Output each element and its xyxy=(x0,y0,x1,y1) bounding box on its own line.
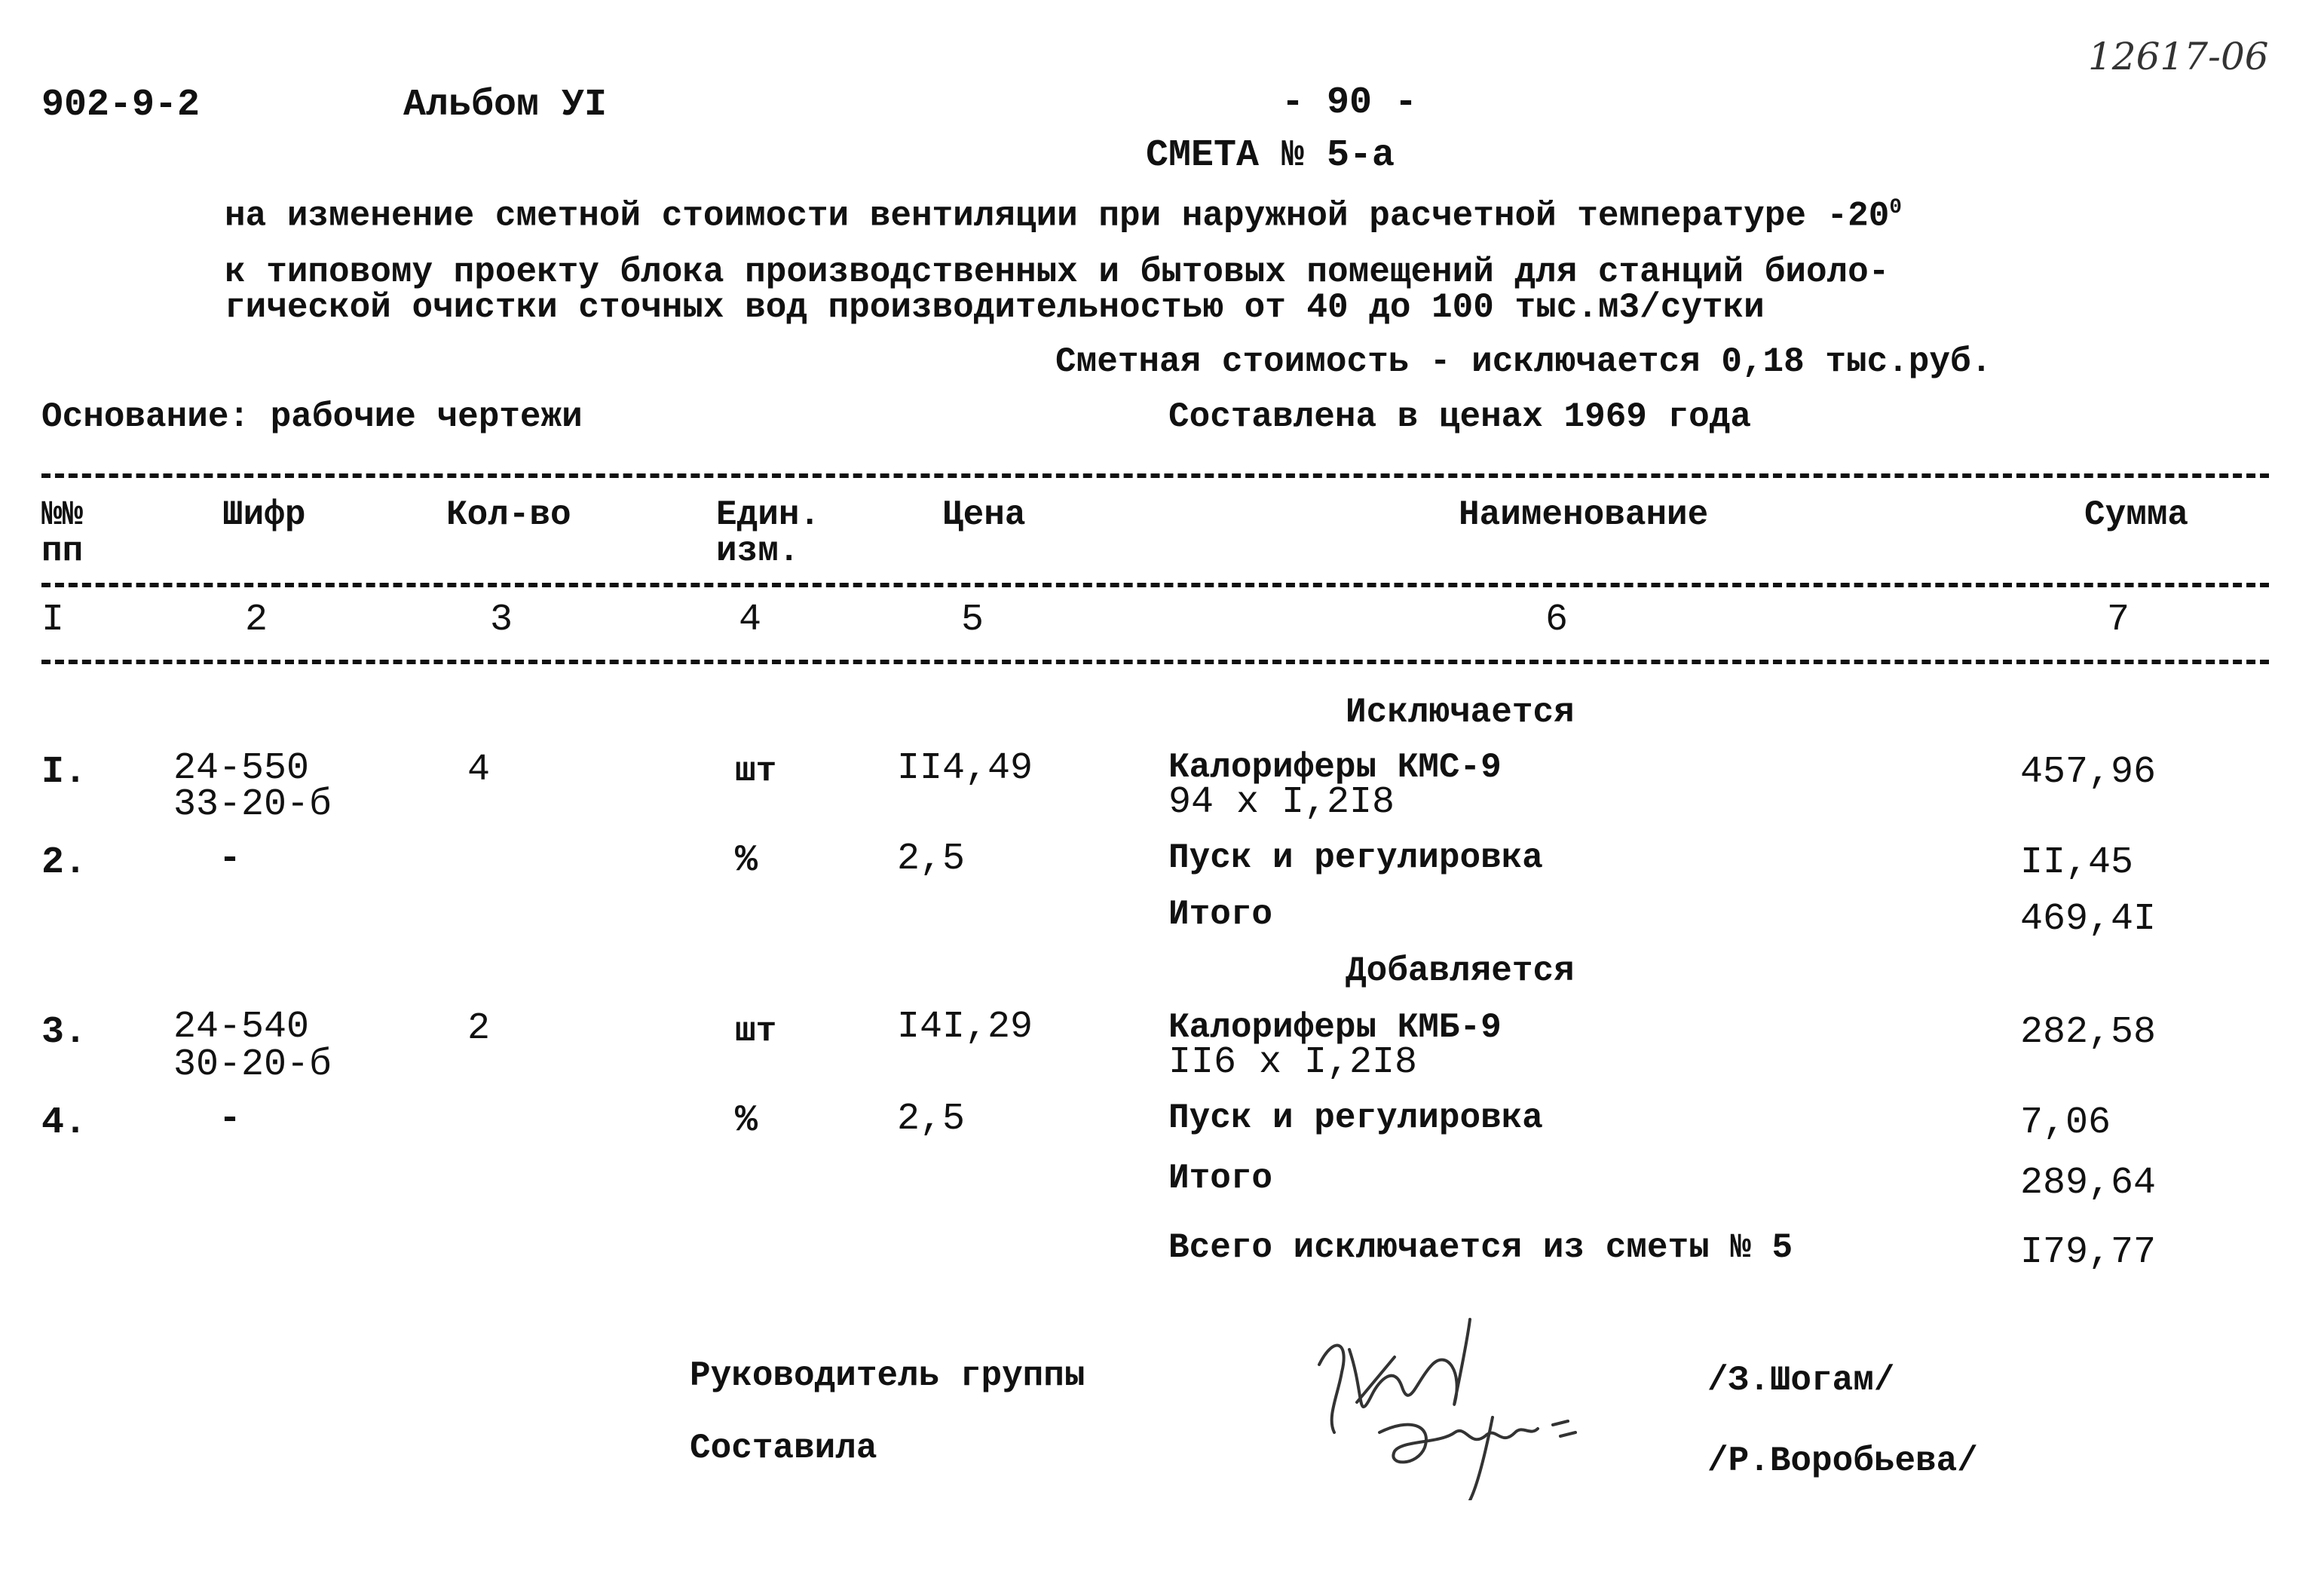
total-label: Всего исключается из сметы № 5 xyxy=(1168,1228,1793,1267)
subtotal-label: Итого xyxy=(1168,895,1273,934)
subtitle-line-2: к типовому проекту блока производственных и бытовых помещений для станций биоло- xyxy=(225,253,1890,292)
total-value: I79,77 xyxy=(2020,1231,2157,1274)
row-name-sub: 94 х I,2I8 xyxy=(1168,781,1395,824)
row-name: Калориферы КМС-9 xyxy=(1168,748,1502,787)
row-number: 2. xyxy=(41,841,87,884)
header-bottom-rule xyxy=(41,583,2269,587)
subtitle-line-1: на изменение сметной стоимости вентиляции при наружной расчетной температуре $-20^0$ xyxy=(225,196,1902,236)
column-number: 2 xyxy=(245,599,268,642)
album-label: Альбом УI xyxy=(403,84,608,127)
row-name: Пуск и регулировка xyxy=(1168,838,1543,878)
header-price: Цена xyxy=(942,495,1026,535)
subtotal-label: Итого xyxy=(1168,1159,1273,1198)
column-number: 6 xyxy=(1545,599,1569,642)
row-code: 24-540 xyxy=(173,1006,310,1049)
row-sum: 7,06 xyxy=(2020,1101,2111,1144)
row-qty: 2 xyxy=(467,1007,491,1050)
subtotal-value: 289,64 xyxy=(2020,1162,2157,1205)
section-added-heading: Добавляется xyxy=(1346,951,1575,991)
column-numbers-rule xyxy=(41,660,2269,664)
header-unit-line1: Един. xyxy=(716,495,821,535)
row-qty: 4 xyxy=(467,749,491,792)
column-number: 3 xyxy=(490,599,513,642)
subtitle-line-3: гической очистки сточных вод производительностью от 40 до 100 тыс.м3/сутки xyxy=(225,288,1765,327)
subtotal-value: 469,4I xyxy=(2020,898,2157,941)
page-number: - 90 - xyxy=(1281,81,1418,124)
column-number: I xyxy=(41,599,65,642)
row-price: 2,5 xyxy=(897,1098,966,1141)
signature-name-1: /З.Шогам/ xyxy=(1707,1361,1895,1400)
row-unit: шт xyxy=(735,752,777,791)
signature-role-group-lead: Руководитель группы xyxy=(690,1356,1085,1395)
header-unit-line2: изм. xyxy=(716,532,800,571)
row-name-sub: II6 х I,2I8 xyxy=(1168,1041,1418,1084)
row-number: 3. xyxy=(41,1011,87,1054)
row-code: - xyxy=(219,838,242,881)
row-sum: 457,96 xyxy=(2020,751,2157,794)
document-code: 902-9-2 xyxy=(41,84,201,127)
header-num-line1: №№ xyxy=(41,495,84,535)
table-top-rule xyxy=(41,473,2269,478)
row-sum: 282,58 xyxy=(2020,1011,2157,1054)
row-price: II4,49 xyxy=(897,747,1033,790)
column-number: 5 xyxy=(961,599,984,642)
header-qty: Кол-во xyxy=(446,495,571,535)
header-name: Наименование xyxy=(1459,495,1709,535)
row-code: - xyxy=(219,1098,242,1141)
page-title: СМЕТА № 5-а xyxy=(1146,134,1395,177)
row-unit: % xyxy=(735,1099,758,1142)
estimated-cost: Сметная стоимость - исключается 0,18 тыс.руб. xyxy=(1055,342,1992,381)
row-name: Калориферы КМБ-9 xyxy=(1168,1008,1502,1047)
row-code-sub: 30-20-б xyxy=(173,1043,332,1086)
row-number: 4. xyxy=(41,1101,87,1144)
row-unit: % xyxy=(735,839,758,882)
price-basis-note: Составлена в ценах 1969 года xyxy=(1168,397,1751,437)
header-sum: Сумма xyxy=(2084,495,2189,535)
signature-2-stroke xyxy=(1379,1417,1575,1500)
row-unit: шт xyxy=(735,1012,777,1051)
header-code: Шифр xyxy=(222,495,306,535)
row-price: I4I,29 xyxy=(897,1006,1033,1049)
header-num-line2: пп xyxy=(41,532,84,571)
basis-note: Основание: рабочие чертежи xyxy=(41,397,583,437)
signature-name-2: /Р.Воробьева/ xyxy=(1707,1441,1978,1481)
row-price: 2,5 xyxy=(897,838,966,881)
row-code-sub: 33-20-б xyxy=(173,783,332,826)
handwritten-signatures xyxy=(1304,1304,1621,1500)
column-number: 4 xyxy=(739,599,762,642)
signature-role-compiler: Составила xyxy=(690,1429,877,1468)
signature-1-stroke xyxy=(1319,1319,1470,1432)
row-code: 24-550 xyxy=(173,747,310,790)
column-number: 7 xyxy=(2107,599,2130,642)
archive-number: 12617-06 xyxy=(2088,35,2269,78)
row-sum: II,45 xyxy=(2020,841,2134,884)
row-name: Пуск и регулировка xyxy=(1168,1098,1543,1138)
row-number: I. xyxy=(41,751,87,794)
section-excluded-heading: Исключается xyxy=(1346,693,1575,732)
